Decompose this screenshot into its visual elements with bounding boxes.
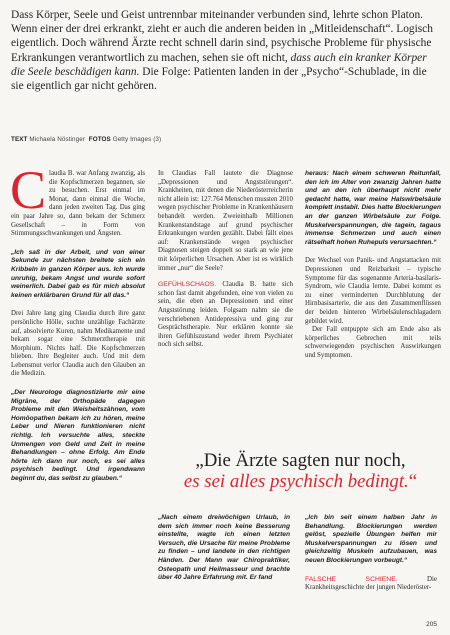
pull-quote xyxy=(158,450,443,492)
col2-para-2-text: Claudia B. hatte sich schon fast damit abgefunden, eine von vielen zu sein, die eben an Depressionen und einer Angststörung leiden. Folgsam nahm sie die verschriebenen Antidepressiva und ging zur Gesprächstherapie. Nur erklären konnte sie ihren Gefühlszustand weder ihrem Psychiater noch sich selbst. xyxy=(158,281,293,349)
col3-quote-1: heraus: Nach einem schweren Reitunfall, den ich im Alter von zwanzig Jahren hatte und an den ich überhaupt nicht mehr gedacht hatte, war meine Halswirbelsäule komplett instabil. Dies hatte Blockierungen an der ganzen Wirbelsäule zur Folge. Muskelverspannungen, die tagein, tagaus immense Schmerzen und auch einen rätselhaft hohen Ruhepuls verursachten.“ xyxy=(305,170,441,246)
intro-text: Dass Körper, Seele und Geist untrennbar miteinander verbunden sind, lehrte schon Platon. Wenn einer der drei erkrankt, zieht er auch die anderen beiden in „Mitleidenschaft“. Logisch eigentlich. Doch während Ärzte recht schnell darin sind, psychische Probleme für physische Erkrankungen verantwortlich zu machen, sehen sie oft nicht, xyxy=(11,9,433,64)
credits-text-label: TEXT xyxy=(11,136,28,143)
credits-photo-source: Getty Images (3) xyxy=(112,136,162,143)
credits-photo-label: FOTOS xyxy=(88,136,111,143)
col1-para-2: Drei Jahre lang ging Claudia durch ihre ganz persönliche Hölle, suchte unzählige Fachärzte auf, absolvierte Kuren, nahm Medikamente und bekam sogar eine Schmerztherapie mit Morphium. Nichts half. Die Kopfschmerzen blieben. Ihre Begleiter auch. Und mit dem Lebensmut verlor Claudia auch den Glauben an die Medizin. xyxy=(11,310,145,378)
column-1 xyxy=(10,160,145,494)
drop-cap: C xyxy=(10,160,47,220)
column-2-bottom xyxy=(158,514,290,593)
col3-para-3-text: Die Krankheitsgeschichte der jungen Niederöster- xyxy=(305,575,437,592)
section-label-gefuehlschaos: GEFÜHLSCHAOS. xyxy=(158,281,217,289)
column-3-bottom xyxy=(305,514,437,593)
column-3 xyxy=(305,170,441,360)
col1-para-1-text: laudia B. war Anfang zwanzig, als die Kopfschmerzen begannen, sie zu besuchen. Erst einmal im Monat, dann einmal die Woche, dann jeden zweiten Tag. Das ging ein paar Jahre so, dann bekam der Schmerz Gesellschaft – in Form von Stimmungsschwankungen und Ängsten. xyxy=(11,170,145,238)
pull-quote-close: “ xyxy=(408,471,418,492)
credits-author: Michaela Nöstinger xyxy=(29,136,86,143)
col3-para-2: Der Fall entpuppte sich am Ende also als körperliches Gebrechen mit teils schwerwiegenden psychischen Auswirkungen und Symptomen. xyxy=(305,326,441,359)
col3-para-1: Der Wechsel von Panik- und Angstattacken mit Depressionen und Reizbarkeit – typische Symptome für das sogenannte Arteria-basilaris-Syndrom, wie Claudia lernte. Dabei kommt es zu einer verminderten Durchblutung der Hirnbasisarterie, die aus den Zusammenflüssen der beiden hinteren Wirbelsäulenschlagadern gebildet wird. xyxy=(305,257,441,325)
col3-quote-2: „Ich bin seit einem halben Jahr in Behandlung. Blockierungen werden gelöst, spezielle Übungen helfen mir Muskelverspannungen zu lösen und gleichzeitig Muskeln aufzubauen, was neuen Blockierungen vorbeugt.“ xyxy=(305,514,437,564)
intro-rest: Die Folge: Patienten landen in der „Psycho“-Schublade, in die sie eigentlich gar nicht gehören. xyxy=(11,65,427,93)
column-2 xyxy=(158,170,293,350)
col2-para-1: In Claudias Fall lautete die Diagnose „Depressionen und Angststörungen“. Krankheiten, mit denen die Niederösterreicherin nicht allein ist: 127.764 Menschen mussten 2010 wegen psychischer Probleme in Krankenhäusern behandelt werden. Zweieinhalb Millionen Krankenstandstage auf grund psychischer Erkrankungen wurden gezählt. Dabei fällt eines auf: Krankenstände wegen psychischer Diagnosen steigen doppelt so stark an wie jene mit körperlichen Ursachen. Aber ist es wirklich immer „nur“ die Seele? xyxy=(158,170,293,272)
pull-quote-line-1: „Die Ärzte sagten nur noch, xyxy=(195,450,406,471)
col2-quote: „Nach einem dreiwöchigen Urlaub, in dem sich immer noch keine Besserung einstellte, wagte ich einen letzten Versuch, die Ursache für meine Probleme zu finden – und landete in den richtigen Händen. Der Mann war Chiropraktiker, Osteopath und Heilmasseur und brachte über 40 Jahre Erfahrung mit. Er fand xyxy=(158,514,290,582)
col1-quote-2: „Der Neurologe diagnostizierte mir eine Migräne, der Orthopäde dagegen Probleme mit den Weisheitszähnen, vom Homöopathen bekam ich zu hören, meine Leber und Nieren funktionieren nicht richtig. Ich versuchte alles, steckte Unmengen von Geld und Zeit in meine Behandlungen – ohne Erfolg. Am Ende hörte ich dann nur noch, es sei alles psychisch bedingt. Und irgendwann beginnt du, das selbst zu glauben.“ xyxy=(11,389,145,482)
intro-highlight: dass auch ein kranker Körper die Seele beschädigen kann. xyxy=(11,51,427,78)
section-label-falsche-schiene: FALSCHE SCHIENE. xyxy=(305,575,398,583)
intro-paragraph xyxy=(11,8,439,93)
col2-para-2 xyxy=(158,281,293,350)
col1-para-1 xyxy=(10,160,145,239)
col3-para-3 xyxy=(305,576,437,593)
page-number: 205 xyxy=(426,621,437,628)
col1-quote-1: „Ich saß in der Arbeit, und von einer Sekunde zur nächsten breitete sich ein Kribbeln in ganzen Körper aus. Ich wurde unruhig, bekam Angst und wurde sofort weinerlich. Dabei gab es für mich absolut keinen erklärbaren Grund für all das.“ xyxy=(11,248,145,299)
pull-quote-line-2: es sei alles psychisch bedingt. xyxy=(183,471,409,492)
credits-line xyxy=(11,136,311,143)
